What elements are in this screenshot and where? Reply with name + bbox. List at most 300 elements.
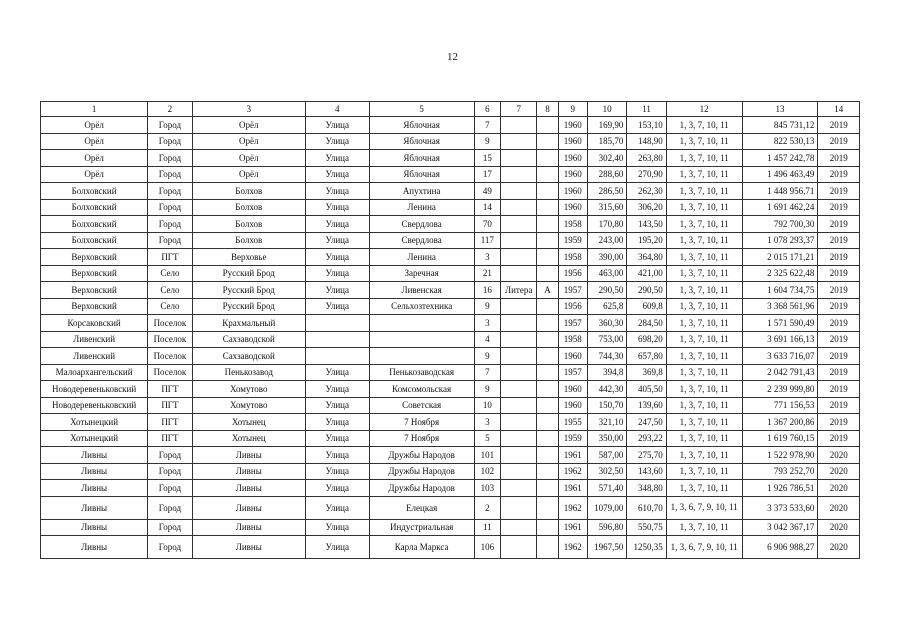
cell-area-living: 270,90 [627,166,666,183]
cell-settlement-type: Город [148,150,192,167]
cell-house: 4 [474,331,500,348]
table-row [41,183,860,200]
cell-cost: 1 496 463,49 [742,166,818,183]
cell-work-types: 1, 3, 7, 10, 11 [666,265,742,282]
column-header: 14 [818,102,860,117]
cell-year: 1959 [558,232,587,249]
cell-area-total: 185,70 [587,133,626,150]
cell-plan-year: 2019 [818,298,860,315]
cell-settlement-type: Город [148,519,192,536]
cell-cost: 1 078 293,37 [742,232,818,249]
cell-street-type [305,348,369,365]
cell-area-total: 302,50 [587,463,626,480]
cell-letter [537,447,558,464]
cell-cost: 2 015 171,21 [742,249,818,266]
cell-work-types: 1, 3, 7, 10, 11 [666,166,742,183]
table-row [41,282,860,299]
cell-year: 1960 [558,117,587,134]
cell-street: 7 Ноября [369,430,474,447]
cell-plan-year: 2019 [818,430,860,447]
cell-cost: 3 373 533,60 [742,496,818,519]
cell-settlement-type: Поселок [148,364,192,381]
cell-plan-year: 2020 [818,480,860,497]
table-row [41,150,860,167]
cell-letter [537,216,558,233]
cell-area-total: 290,50 [587,282,626,299]
cell-area-living: 275,70 [627,447,666,464]
cell-year: 1961 [558,480,587,497]
cell-street-type: Улица [305,282,369,299]
cell-house: 21 [474,265,500,282]
cell-district: Ливенский [41,331,148,348]
cell-year: 1956 [558,298,587,315]
cell-cost: 2 042 791,43 [742,364,818,381]
table-row [41,463,860,480]
cell-plan-year: 2019 [818,414,860,431]
cell-district: Болховский [41,232,148,249]
table-row [41,117,860,134]
cell-year: 1960 [558,381,587,398]
cell-cost: 3 368 561,96 [742,298,818,315]
cell-area-living: 284,50 [627,315,666,332]
cell-settlement: Орёл [192,133,305,150]
cell-plan-year: 2019 [818,348,860,365]
cell-settlement: Ливны [192,519,305,536]
cell-area-living: 263,80 [627,150,666,167]
cell-letter [537,381,558,398]
cell-house: 15 [474,150,500,167]
cell-street-type: Улица [305,480,369,497]
cell-year: 1960 [558,397,587,414]
cell-district: Ливенский [41,348,148,365]
cell-letter [537,199,558,216]
cell-work-types: 1, 3, 7, 10, 11 [666,463,742,480]
cell-street-type: Улица [305,519,369,536]
cell-year: 1958 [558,249,587,266]
cell-district: Верховский [41,298,148,315]
cell-letter [537,265,558,282]
cell-house: 9 [474,381,500,398]
cell-street: Ливенская [369,282,474,299]
cell-year: 1957 [558,315,587,332]
table-row [41,265,860,282]
cell-area-living: 153,10 [627,117,666,134]
cell-year: 1959 [558,430,587,447]
cell-street-type: Улица [305,414,369,431]
cell-cost: 845 731,12 [742,117,818,134]
cell-street-type: Улица [305,249,369,266]
cell-settlement: Хотынец [192,430,305,447]
cell-letter-label [501,480,537,497]
cell-street: Заречная [369,265,474,282]
cell-settlement-type: Город [148,463,192,480]
cell-district: Верховский [41,249,148,266]
cell-letter-label [501,298,537,315]
cell-street [369,331,474,348]
cell-cost: 1 604 734,75 [742,282,818,299]
table-row [41,232,860,249]
column-header: 4 [305,102,369,117]
cell-settlement-type: Город [148,199,192,216]
cell-settlement: Ливны [192,536,305,559]
cell-settlement: Болхов [192,232,305,249]
cell-district: Ливны [41,496,148,519]
cell-year: 1960 [558,133,587,150]
cell-year: 1955 [558,414,587,431]
cell-street-type: Улица [305,447,369,464]
cell-house: 102 [474,463,500,480]
cell-street: Индустриальная [369,519,474,536]
table-row [41,381,860,398]
cell-area-total: 169,90 [587,117,626,134]
cell-area-total: 302,40 [587,150,626,167]
cell-area-living: 369,8 [627,364,666,381]
cell-letter [537,232,558,249]
cell-letter-label [501,397,537,414]
cell-cost: 1 367 200,86 [742,414,818,431]
cell-plan-year: 2019 [818,282,860,299]
cell-area-living: 348,80 [627,480,666,497]
cell-settlement-type: Поселок [148,331,192,348]
cell-letter-label [501,199,537,216]
cell-street-type: Улица [305,381,369,398]
cell-plan-year: 2019 [818,183,860,200]
cell-letter [537,496,558,519]
cell-plan-year: 2020 [818,536,860,559]
cell-house: 14 [474,199,500,216]
cell-street: Яблочная [369,133,474,150]
cell-street-type: Улица [305,117,369,134]
cell-letter-label [501,117,537,134]
cell-settlement: Орёл [192,117,305,134]
cell-letter-label [501,463,537,480]
cell-cost: 3 633 716,07 [742,348,818,365]
cell-area-total: 150,70 [587,397,626,414]
cell-letter-label [501,414,537,431]
cell-letter-label [501,249,537,266]
cell-cost: 792 700,30 [742,216,818,233]
cell-cost: 6 906 988,27 [742,536,818,559]
cell-area-total: 571,40 [587,480,626,497]
cell-settlement-type: ПГТ [148,249,192,266]
cell-area-total: 243,00 [587,232,626,249]
cell-house: 3 [474,414,500,431]
cell-area-living: 306,20 [627,199,666,216]
cell-letter-label [501,166,537,183]
cell-area-living: 143,50 [627,216,666,233]
cell-plan-year: 2019 [818,117,860,134]
cell-area-living: 262,30 [627,183,666,200]
cell-street: Сельхозтехника [369,298,474,315]
cell-work-types: 1, 3, 7, 10, 11 [666,397,742,414]
cell-work-types: 1, 3, 7, 10, 11 [666,331,742,348]
cell-street: Яблочная [369,117,474,134]
cell-settlement-type: Город [148,480,192,497]
cell-letter-label [501,265,537,282]
cell-settlement: Ливны [192,480,305,497]
cell-plan-year: 2019 [818,381,860,398]
cell-street-type: Улица [305,150,369,167]
cell-settlement: Орёл [192,150,305,167]
cell-work-types: 1, 3, 7, 10, 11 [666,480,742,497]
cell-house: 2 [474,496,500,519]
cell-area-living: 698,20 [627,331,666,348]
cell-settlement-type: Поселок [148,315,192,332]
cell-settlement-type: Город [148,216,192,233]
cell-area-living: 1250,35 [627,536,666,559]
cell-district: Ливны [41,536,148,559]
cell-settlement: Сахзаводской [192,331,305,348]
table-row [41,199,860,216]
cell-plan-year: 2019 [818,232,860,249]
cell-letter [537,249,558,266]
cell-district: Новодеревеньковский [41,397,148,414]
cell-letter-label [501,364,537,381]
cell-letter [537,166,558,183]
cell-street-type [305,331,369,348]
cell-letter-label [501,150,537,167]
cell-house: 11 [474,519,500,536]
cell-house: 5 [474,430,500,447]
cell-street-type: Улица [305,133,369,150]
cell-plan-year: 2019 [818,249,860,266]
cell-area-total: 1967,50 [587,536,626,559]
cell-area-living: 293,22 [627,430,666,447]
cell-area-total: 596,80 [587,519,626,536]
cell-house: 3 [474,315,500,332]
cell-work-types: 1, 3, 7, 10, 11 [666,249,742,266]
cell-street-type: Улица [305,496,369,519]
cell-letter-label [501,133,537,150]
cell-district: Верховский [41,265,148,282]
cell-area-total: 394,8 [587,364,626,381]
cell-cost: 3 042 367,17 [742,519,818,536]
cell-street: Дружбы Народов [369,463,474,480]
cell-letter-label: Литера [501,282,537,299]
cell-settlement: Хомутово [192,381,305,398]
header-row [41,102,860,117]
cell-cost: 1 448 956,71 [742,183,818,200]
cell-house: 16 [474,282,500,299]
cell-letter [537,315,558,332]
cell-settlement-type: Город [148,536,192,559]
cell-cost: 1 457 242,78 [742,150,818,167]
cell-year: 1960 [558,166,587,183]
table-row [41,216,860,233]
cell-letter [537,480,558,497]
cell-letter-label [501,183,537,200]
table-row [41,480,860,497]
cell-work-types: 1, 3, 7, 10, 11 [666,216,742,233]
cell-area-total: 753,00 [587,331,626,348]
cell-settlement: Крахмальный [192,315,305,332]
cell-year: 1958 [558,216,587,233]
cell-work-types: 1, 3, 7, 10, 11 [666,298,742,315]
cell-year: 1958 [558,331,587,348]
cell-house: 70 [474,216,500,233]
cell-area-total: 463,00 [587,265,626,282]
cell-house: 9 [474,348,500,365]
cell-house: 3 [474,249,500,266]
cell-cost: 2 325 622,48 [742,265,818,282]
cell-street-type: Улица [305,298,369,315]
cell-work-types: 1, 3, 7, 10, 11 [666,232,742,249]
cell-street: Яблочная [369,166,474,183]
column-header: 13 [742,102,818,117]
cell-work-types: 1, 3, 7, 10, 11 [666,430,742,447]
cell-settlement: Болхов [192,183,305,200]
cell-work-types: 1, 3, 7, 10, 11 [666,150,742,167]
cell-settlement: Ливны [192,463,305,480]
cell-area-total: 315,60 [587,199,626,216]
cell-district: Ливны [41,447,148,464]
cell-letter [537,183,558,200]
cell-district: Малоархангельский [41,364,148,381]
cell-letter [537,536,558,559]
cell-district: Ливны [41,519,148,536]
cell-settlement-type: Город [148,166,192,183]
column-header: 8 [537,102,558,117]
cell-settlement: Ливны [192,496,305,519]
cell-area-living: 405,50 [627,381,666,398]
cell-house: 9 [474,133,500,150]
table-row [41,447,860,464]
cell-work-types: 1, 3, 6, 7, 9, 10, 11 [666,496,742,519]
cell-settlement-type: ПГТ [148,397,192,414]
column-header: 7 [501,102,537,117]
cell-year: 1960 [558,183,587,200]
cell-settlement: Русский Брод [192,298,305,315]
cell-letter [537,117,558,134]
cell-year: 1960 [558,150,587,167]
column-header: 1 [41,102,148,117]
cell-street-type: Улица [305,199,369,216]
cell-street-type: Улица [305,216,369,233]
table-row [41,364,860,381]
cell-plan-year: 2019 [818,331,860,348]
cell-year: 1962 [558,463,587,480]
cell-letter [537,133,558,150]
cell-work-types: 1, 3, 7, 10, 11 [666,117,742,134]
cell-street: Карла Маркса [369,536,474,559]
cell-year: 1960 [558,199,587,216]
cell-district: Корсаковский [41,315,148,332]
cell-cost: 1 691 462,24 [742,199,818,216]
cell-letter [537,519,558,536]
column-header: 6 [474,102,500,117]
cell-letter-label [501,519,537,536]
cell-work-types: 1, 3, 7, 10, 11 [666,414,742,431]
cell-settlement: Болхов [192,216,305,233]
cell-work-types: 1, 3, 7, 10, 11 [666,199,742,216]
cell-settlement: Хомутово [192,397,305,414]
cell-street: Елецкая [369,496,474,519]
cell-plan-year: 2019 [818,166,860,183]
cell-street-type: Улица [305,166,369,183]
column-header: 10 [587,102,626,117]
cell-plan-year: 2019 [818,150,860,167]
cell-street: Свердлова [369,216,474,233]
cell-area-total: 587,00 [587,447,626,464]
cell-settlement-type: Поселок [148,348,192,365]
cell-house: 17 [474,166,500,183]
cell-plan-year: 2019 [818,315,860,332]
cell-settlement: Русский Брод [192,265,305,282]
cell-street-type: Улица [305,536,369,559]
cell-letter-label [501,331,537,348]
cell-year: 1962 [558,536,587,559]
cell-plan-year: 2019 [818,265,860,282]
cell-street: Яблочная [369,150,474,167]
cell-year: 1956 [558,265,587,282]
cell-settlement-type: Город [148,447,192,464]
cell-plan-year: 2020 [818,496,860,519]
cell-letter: А [537,282,558,299]
cell-settlement-type: Город [148,117,192,134]
column-header: 2 [148,102,192,117]
cell-house: 106 [474,536,500,559]
column-header: 12 [666,102,742,117]
cell-letter-label [501,232,537,249]
cell-work-types: 1, 3, 6, 7, 9, 10, 11 [666,536,742,559]
cell-cost: 1 926 786,51 [742,480,818,497]
cell-settlement-type: Село [148,282,192,299]
cell-district: Ливны [41,480,148,497]
cell-street: Свердлова [369,232,474,249]
cell-letter [537,397,558,414]
cell-cost: 3 691 166,13 [742,331,818,348]
cell-work-types: 1, 3, 7, 10, 11 [666,183,742,200]
cell-street [369,348,474,365]
cell-house: 101 [474,447,500,464]
cell-street: Пенькозаводская [369,364,474,381]
cell-house: 10 [474,397,500,414]
cell-letter [537,364,558,381]
cell-letter-label [501,348,537,365]
cell-settlement-type: Город [148,183,192,200]
cell-letter [537,414,558,431]
cell-area-living: 610,70 [627,496,666,519]
cell-street-type: Улица [305,430,369,447]
cell-settlement-type: ПГТ [148,381,192,398]
cell-street: Ленина [369,249,474,266]
cell-house: 9 [474,298,500,315]
cell-work-types: 1, 3, 7, 10, 11 [666,133,742,150]
cell-district: Болховский [41,183,148,200]
cell-cost: 822 530,13 [742,133,818,150]
table-row [41,519,860,536]
cell-district: Новодеревеньковский [41,381,148,398]
cell-cost: 1 522 978,90 [742,447,818,464]
cell-district: Орёл [41,166,148,183]
cell-plan-year: 2019 [818,199,860,216]
cell-area-total: 390,00 [587,249,626,266]
cell-street-type [305,315,369,332]
cell-area-total: 1079,00 [587,496,626,519]
cell-street-type: Улица [305,463,369,480]
cell-cost: 1 619 760,15 [742,430,818,447]
cell-area-living: 143,60 [627,463,666,480]
cell-settlement: Сахзаводской [192,348,305,365]
cell-street-type: Улица [305,232,369,249]
cell-work-types: 1, 3, 7, 10, 11 [666,282,742,299]
cell-area-living: 364,80 [627,249,666,266]
cell-year: 1957 [558,364,587,381]
cell-letter-label [501,216,537,233]
cell-plan-year: 2019 [818,364,860,381]
cell-plan-year: 2019 [818,133,860,150]
cell-settlement: Пенькозавод [192,364,305,381]
